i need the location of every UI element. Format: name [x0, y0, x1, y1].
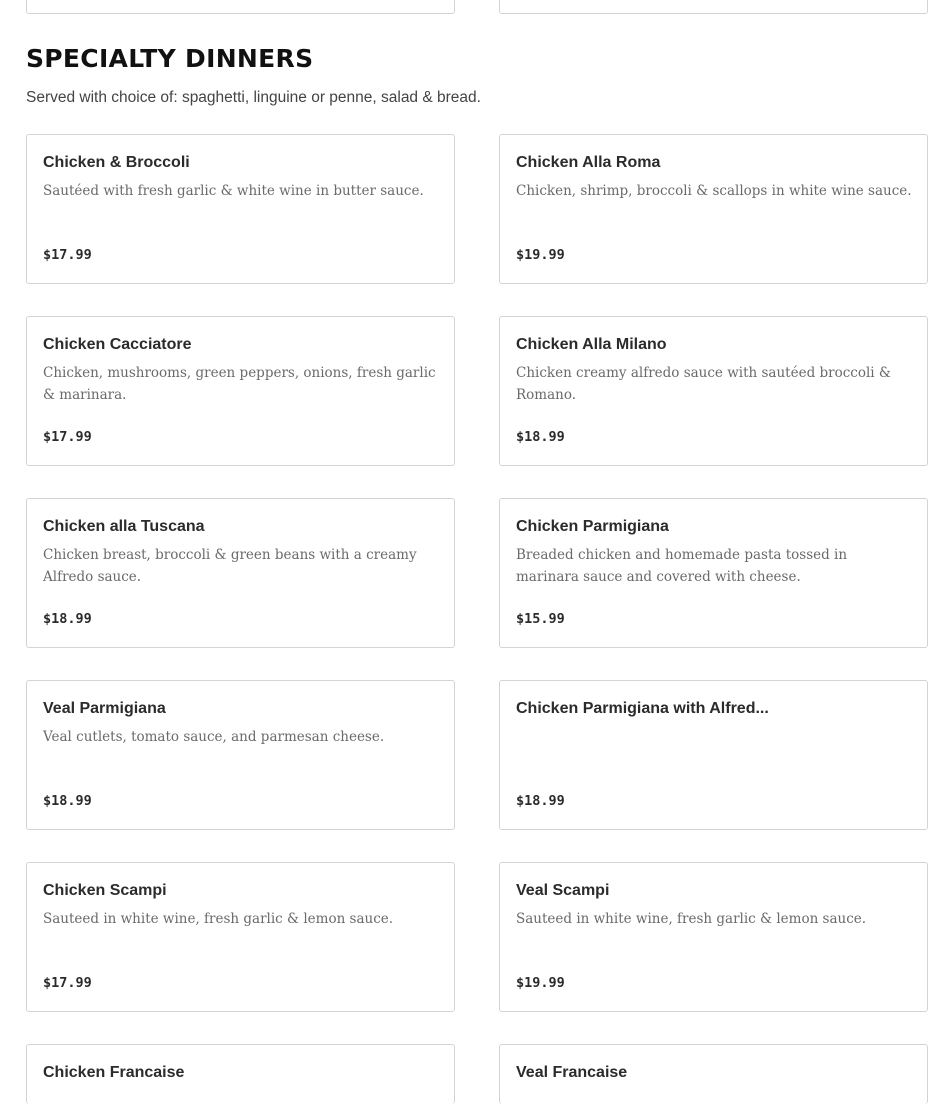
menu-item-description: Chicken, shrimp, broccoli & scallops in white wine sauce. [516, 183, 912, 199]
menu-item-card[interactable] [499, 862, 928, 1012]
menu-item-name: Veal Parmigiana [43, 700, 166, 717]
section-subtitle: Served with choice of: spaghetti, linguine or penne, salad & bread. [26, 89, 481, 106]
menu-item-price: $19.99 [516, 247, 565, 263]
menu-item-card[interactable] [26, 680, 455, 830]
menu-item-description: Chicken, mushrooms, green peppers, onions, fresh garlic & marinara. [43, 365, 436, 403]
menu-item-price: $19.99 [516, 975, 565, 991]
menu-item-price: $18.99 [43, 611, 92, 627]
menu-item-name: Chicken Francaise [43, 1064, 185, 1081]
menu-item-card[interactable] [26, 134, 455, 284]
menu-item-price: $17.99 [43, 247, 92, 263]
menu-item-price: $18.99 [43, 793, 92, 809]
menu-item-name: Chicken Parmigiana with Alfred... [516, 700, 769, 717]
menu-item-name: Chicken Parmigiana [516, 518, 669, 535]
menu-item-card[interactable] [499, 680, 928, 830]
menu-item-price: $18.99 [516, 429, 565, 445]
menu-item-name: Chicken Alla Roma [516, 154, 661, 171]
menu-item-card[interactable] [26, 862, 455, 1012]
previous-section-card[interactable] [499, 0, 928, 14]
section-title: SPECIALTY DINNERS [26, 44, 314, 73]
menu-item-card[interactable] [499, 1044, 928, 1104]
menu-item-name: Chicken alla Tuscana [43, 518, 205, 535]
menu-item-card[interactable] [499, 316, 928, 466]
menu-item-name: Chicken Scampi [43, 882, 167, 899]
menu-item-card[interactable] [26, 316, 455, 466]
menu-item-description: Sauteed in white wine, fresh garlic & lemon sauce. [43, 911, 394, 927]
menu-item-name: Chicken & Broccoli [43, 154, 190, 171]
menu-item-name: Chicken Cacciatore [43, 336, 192, 353]
menu-item-name: Veal Scampi [516, 882, 610, 899]
menu-item-description: Chicken creamy alfredo sauce with sautéed broccoli & Romano. [516, 365, 891, 403]
menu-item-price: $15.99 [516, 611, 565, 627]
menu-item-description: Sauteed in white wine, fresh garlic & lemon sauce. [516, 911, 867, 927]
menu-item-card[interactable] [26, 498, 455, 648]
menu-item-price: $17.99 [43, 975, 92, 991]
menu-item-description: Veal cutlets, tomato sauce, and parmesan cheese. [43, 729, 385, 745]
menu-item-name: Chicken Alla Milano [516, 336, 667, 353]
menu-item-card[interactable] [499, 134, 928, 284]
menu-item-price: $17.99 [43, 429, 92, 445]
menu-item-card[interactable] [26, 1044, 455, 1104]
menu-item-description: Chicken breast, broccoli & green beans with a creamy Alfredo sauce. [43, 547, 417, 585]
menu-item-description: Breaded chicken and homemade pasta tossed in marinara sauce and covered with cheese. [516, 547, 848, 585]
menu-item-price: $18.99 [516, 793, 565, 809]
menu-item-card[interactable] [499, 498, 928, 648]
menu-item-description: Sautéed with fresh garlic & white wine in butter sauce. [43, 183, 424, 199]
previous-section-card[interactable] [26, 0, 455, 14]
menu-item-name: Veal Francaise [516, 1064, 628, 1081]
